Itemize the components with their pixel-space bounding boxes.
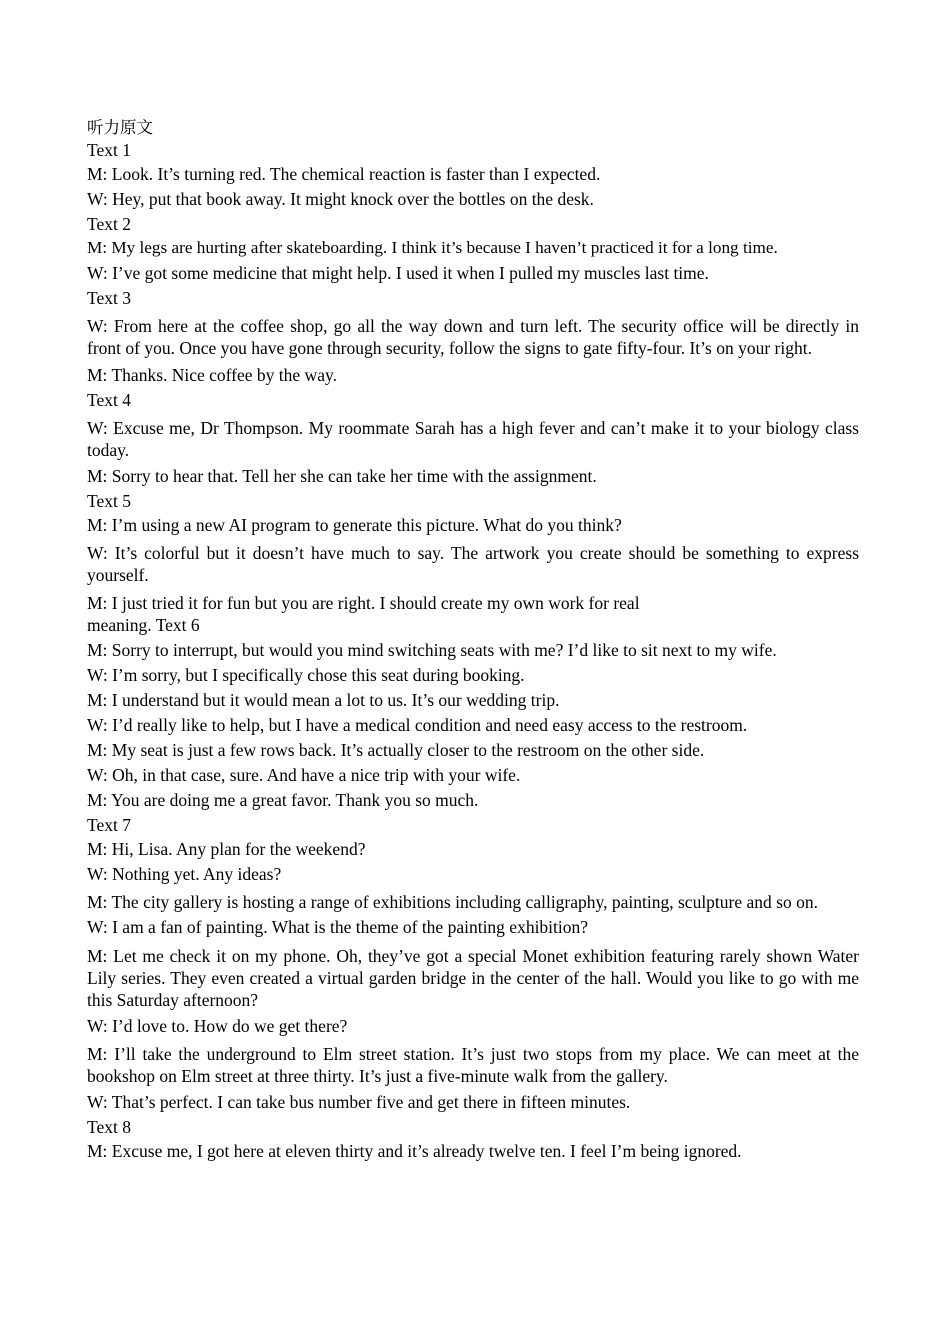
dialogue-line: M: Let me check it on my phone. Oh, they’ve got a special Monet exhibition featuring rarely shown Water Lily series. They even created a virtual garden bridge in the center of the hall. Would you like to go with me this Saturday afternoon?	[87, 946, 859, 1010]
dialogue-line: M: Thanks. Nice coffee by the way.	[87, 365, 337, 385]
section-label-text-2: Text 2	[87, 214, 131, 234]
dialogue-line: M: My legs are hurting after skateboarding. I think it’s because I haven’t practiced it for a long time.	[87, 238, 778, 257]
dialogue-line: W: Oh, in that case, sure. And have a nice trip with your wife.	[87, 765, 521, 785]
dialogue-line: M: I’ll take the underground to Elm street station. It’s just two stops from my place. We can meet at the bookshop on Elm street at three thirty. It’s just a five-minute walk from the gallery.	[87, 1044, 859, 1086]
dialogue-line: M: You are doing me a great favor. Thank you so much.	[87, 790, 479, 810]
section-label-text-3: Text 3	[87, 288, 131, 308]
dialogue-line-part: M: I just tried it for fun but you are right. I should create my own work for real	[87, 593, 640, 613]
dialogue-line: M: Hi, Lisa. Any plan for the weekend?	[87, 839, 366, 859]
section-label-text-5: Text 5	[87, 491, 131, 511]
transcript-page	[87, 116, 859, 1165]
dialogue-line: W: It’s colorful but it doesn’t have much to say. The artwork you create should be something to express yourself.	[87, 543, 859, 585]
dialogue-line	[87, 592, 859, 636]
dialogue-line: W: I am a fan of painting. What is the theme of the painting exhibition?	[87, 917, 589, 937]
page-title: 听力原文	[87, 118, 153, 137]
dialogue-line: M: Sorry to hear that. Tell her she can take her time with the assignment.	[87, 466, 597, 486]
section-label-text-1: Text 1	[87, 140, 131, 160]
dialogue-line: M: Sorry to interrupt, but would you mind switching seats with me? I’d like to sit next to my wife.	[87, 640, 777, 660]
dialogue-line: W: Hey, put that book away. It might knock over the bottles on the desk.	[87, 189, 594, 209]
dialogue-line: W: I’d really like to help, but I have a medical condition and need easy access to the restroom.	[87, 715, 748, 735]
dialogue-line: M: My seat is just a few rows back. It’s actually closer to the restroom on the other side.	[87, 740, 705, 760]
dialogue-line: W: I’d love to. How do we get there?	[87, 1016, 348, 1036]
dialogue-line: M: I’m using a new AI program to generate this picture. What do you think?	[87, 515, 622, 535]
section-label-text-7: Text 7	[87, 815, 131, 835]
dialogue-line: M: Look. It’s turning red. The chemical reaction is faster than I expected.	[87, 164, 601, 184]
dialogue-line: W: Excuse me, Dr Thompson. My roommate Sarah has a high fever and can’t make it to your biology class today.	[87, 418, 859, 460]
dialogue-line: W: I’m sorry, but I specifically chose this seat during booking.	[87, 665, 525, 685]
dialogue-line-part: meaning. Text 6	[87, 615, 200, 635]
dialogue-line: M: Excuse me, I got here at eleven thirty and it’s already twelve ten. I feel I’m being ignored.	[87, 1141, 742, 1161]
section-label-text-8: Text 8	[87, 1117, 131, 1137]
dialogue-line: W: That’s perfect. I can take bus number five and get there in fifteen minutes.	[87, 1092, 631, 1112]
section-label-text-4: Text 4	[87, 390, 131, 410]
dialogue-line: W: Nothing yet. Any ideas?	[87, 864, 282, 884]
dialogue-line: M: The city gallery is hosting a range of exhibitions including calligraphy, painting, sculpture and so on.	[87, 892, 818, 912]
dialogue-line: M: I understand but it would mean a lot to us. It’s our wedding trip.	[87, 690, 560, 710]
dialogue-line: W: From here at the coffee shop, go all the way down and turn left. The security office will be directly in front of you. Once you have gone through security, follow the signs to gate fifty-four. It’s on your right.	[87, 316, 859, 358]
dialogue-line: W: I’ve got some medicine that might help. I used it when I pulled my muscles last time.	[87, 263, 709, 283]
